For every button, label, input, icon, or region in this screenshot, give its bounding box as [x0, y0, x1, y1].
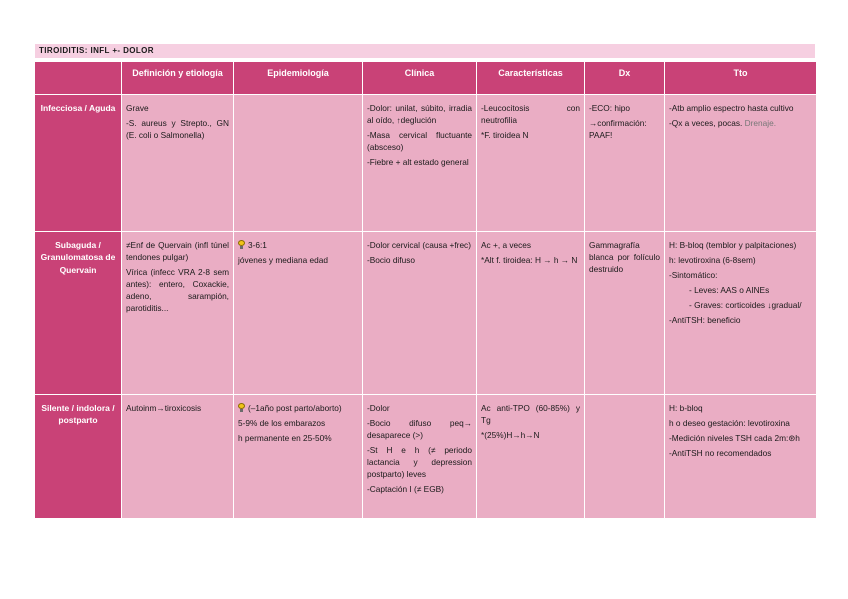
cell-dx	[585, 395, 665, 519]
cell-caracteristicas	[477, 395, 585, 519]
cell-clinica	[363, 395, 477, 519]
text-line: -Fiebre + alt estado general	[367, 157, 469, 168]
header-clinica: Clínica	[363, 62, 477, 95]
text-line: -St H e h (≠ periodo lactancia y depression postparto) leves	[367, 445, 472, 480]
drenaje-text: Drenaje.	[744, 118, 777, 129]
header-epidemiologia: Epidemiología	[234, 62, 363, 95]
cell-dx	[585, 95, 665, 232]
text-line: h o deseo gestación: levotiroxina	[669, 418, 790, 429]
cell-tto	[665, 95, 817, 232]
text-line	[238, 402, 358, 414]
ratio-text: 3-6:1	[248, 240, 267, 250]
text-line: h: levotiroxina (6-8sem)	[669, 255, 756, 266]
text-line: Vírica (infecc VRA 2-8 sem antes): entero, Coxackie, adeno, sarampión, parotiditis...	[126, 267, 229, 314]
text-line: -Captación I (≠ EGB)	[367, 484, 444, 495]
row-label-silente: Silente / indolora / postparto	[35, 395, 122, 519]
tiroiditis-table	[34, 61, 817, 519]
text-line: 5-9% de los embarazos	[238, 418, 326, 429]
cell-tto	[665, 395, 817, 519]
text-line: →confirmación: PAAF!	[589, 118, 647, 141]
header-corner	[35, 62, 122, 95]
table-row	[35, 395, 817, 519]
text-line: -Bocio difuso peq→ desaparece (>)	[367, 418, 472, 441]
postparto-text: (–1año post parto/aborto)	[248, 403, 342, 413]
text-line: -Masa cervical fluctuante (absceso)	[367, 130, 472, 153]
table-row	[35, 95, 817, 232]
text-line: -Medición niveles TSH cada 2m:⊛h	[669, 433, 800, 444]
cell-clinica	[363, 232, 477, 395]
text-line: Ac anti-TPO (60-85%) y Tg	[481, 403, 580, 426]
header-definicion: Definición y etiología	[122, 62, 234, 95]
text-line: -Dolor cervical (causa +frec)	[367, 240, 471, 250]
cell-epidemiologia	[234, 95, 363, 232]
text-line	[669, 117, 812, 129]
cell-dx	[585, 232, 665, 395]
header-tto: Tto	[665, 62, 817, 95]
text-line: Autoinm→tiroxicosis	[126, 403, 202, 413]
text-line: *(25%)H→h→N	[481, 430, 540, 441]
cell-definicion	[122, 95, 234, 232]
text-line: H: b-bloq	[669, 403, 703, 413]
text-line: Ac +, a veces	[481, 240, 532, 250]
text-line: Gammagrafía blanca por folículo destruido	[589, 240, 660, 275]
text-line: ≠Enf de Quervain (infl túnel tendones pulgar)	[126, 240, 229, 263]
text-line: *F. tiroidea N	[481, 130, 529, 141]
text-line: -Atb amplio espectro hasta cultivo	[669, 103, 794, 113]
lightbulb-icon	[238, 403, 245, 412]
cell-definicion	[122, 395, 234, 519]
text-line	[238, 239, 358, 251]
cell-epidemiologia	[234, 232, 363, 395]
text-line: -Dolor	[367, 403, 390, 413]
text-line: h permanente en 25-50%	[238, 433, 332, 444]
text-line: -S. aureus y Strepto., GN (E. coli o Salmonella)	[126, 118, 229, 141]
text-line: -Sintomático:	[669, 270, 718, 281]
text-line: -ECO: hipo	[589, 103, 631, 113]
document-title: TIROIDITIS: INFL +- DOLOR	[34, 43, 816, 59]
text-line: jóvenes y mediana edad	[238, 255, 328, 266]
cell-epidemiologia	[234, 395, 363, 519]
text-line: -Bocio difuso	[367, 255, 415, 266]
cell-tto	[665, 232, 817, 395]
text-line: -Leucocitosis con neutrofilia	[481, 103, 580, 126]
text-line: *Alt f. tiroidea: H → h → N	[481, 255, 578, 266]
cell-clinica	[363, 95, 477, 232]
lightbulb-icon	[238, 240, 245, 249]
text-line: - Graves: corticoides ↓gradual/	[689, 300, 802, 311]
text-line: H: B-bloq (temblor y palpitaciones)	[669, 240, 797, 250]
cell-definicion	[122, 232, 234, 395]
header-row	[35, 62, 817, 95]
header-dx: Dx	[585, 62, 665, 95]
text-line: Grave	[126, 103, 149, 113]
text-line: -AntiTSH: beneficio	[669, 315, 741, 326]
row-label-subaguda: Subaguda / Granulomatosa de Quervain	[35, 232, 122, 395]
text-line: -Dolor: unilat, súbito, irradia al oído, ↑deglución	[367, 103, 472, 126]
tto-qx-text: -Qx a veces, pocas.	[669, 118, 743, 129]
row-label-infecciosa: Infecciosa / Aguda	[35, 95, 122, 232]
cell-caracteristicas	[477, 95, 585, 232]
text-line: -AntiTSH no recomendados	[669, 448, 772, 459]
table-row	[35, 232, 817, 395]
cell-caracteristicas	[477, 232, 585, 395]
text-line: - Leves: AAS o AINEs	[689, 285, 770, 296]
header-caracteristicas: Características	[477, 62, 585, 95]
